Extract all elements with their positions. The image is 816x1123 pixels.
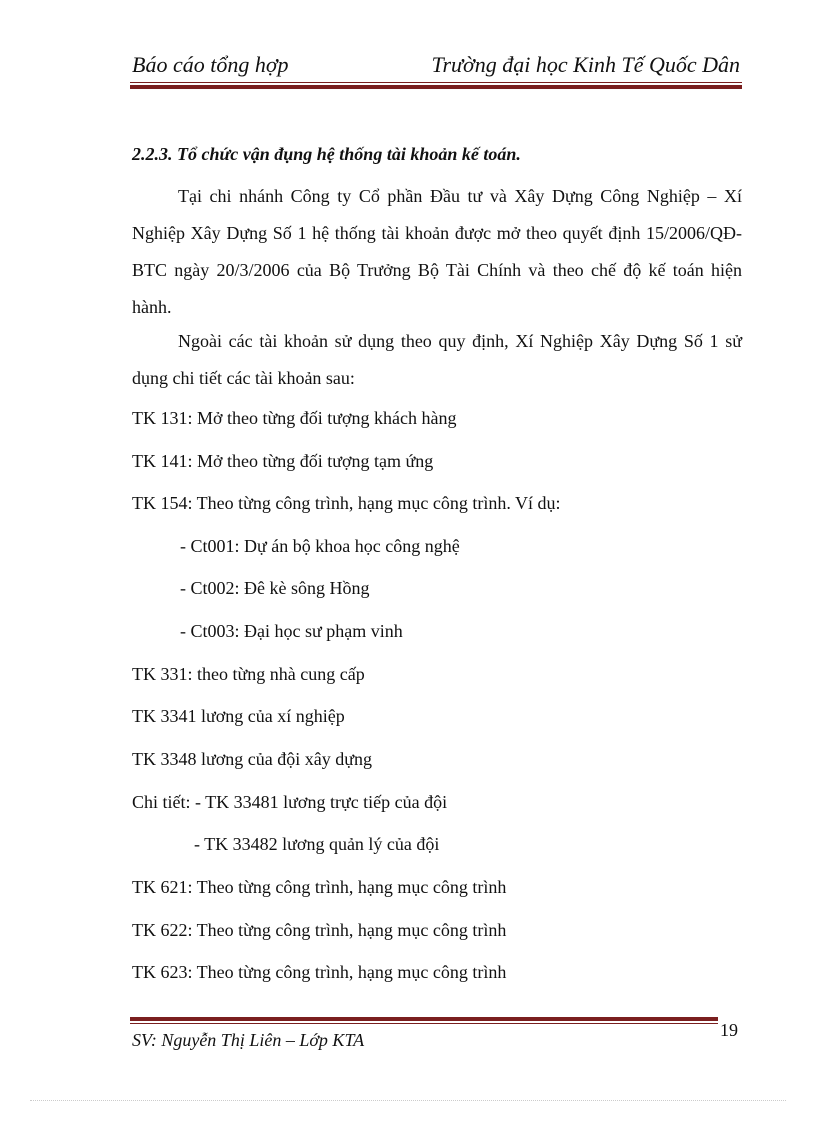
footer-student: SV: Nguyễn Thị Liên – Lớp KTA xyxy=(132,1030,365,1050)
account-line: TK 623: Theo từng công trình, hạng mục công trình xyxy=(132,962,507,982)
header-right-title: Trường đại học Kinh Tế Quốc Dân xyxy=(431,52,740,77)
section-heading: 2.2.3. Tổ chức vận đụng hệ thống tài khoản kế toán. xyxy=(132,144,521,164)
account-line: TK 622: Theo từng công trình, hạng mục công trình xyxy=(132,920,507,940)
account-subline: - TK 33482 lương quản lý của đội xyxy=(194,834,440,854)
account-line: TK 3341 lương của xí nghiệp xyxy=(132,706,345,726)
account-subline: - Ct002: Đê kè sông Hồng xyxy=(180,578,370,598)
page-number: 19 xyxy=(720,1020,738,1040)
account-line: TK 141: Mở theo từng đối tượng tạm ứng xyxy=(132,451,434,471)
account-line: TK 621: Theo từng công trình, hạng mục công trình xyxy=(132,877,507,897)
page-bottom-divider xyxy=(30,1100,786,1101)
account-line: TK 3348 lương của đội xây dựng xyxy=(132,749,372,769)
footer-rule-thin xyxy=(130,1023,718,1024)
header-rule-thin xyxy=(130,82,742,83)
footer-rule-thick xyxy=(130,1017,718,1021)
account-line: TK 131: Mở theo từng đối tượng khách hàng xyxy=(132,408,457,428)
header-rule-thick xyxy=(130,85,742,89)
paragraph-1: Tại chi nhánh Công ty Cổ phần Đầu tư và Xây Dựng Công Nghiệp – Xí Nghiệp Xây Dựng Số 1 hệ thống tài khoản được mở theo quyết định 15/2006/QĐ-BTC ngày 20/3/2006 của Bộ Trưởng Bộ Tài Chính và theo chế độ kế toán hiện hành. xyxy=(132,186,742,317)
header-left-title: Báo cáo tổng hợp xyxy=(132,52,289,77)
account-line: Chi tiết: - TK 33481 lương trực tiếp của đội xyxy=(132,792,448,812)
account-subline: - Ct003: Đại học sư phạm vinh xyxy=(180,621,403,641)
paragraph-2: Ngoài các tài khoản sử dụng theo quy định, Xí Nghiệp Xây Dựng Số 1 sử dụng chi tiết các tài khoản sau: xyxy=(132,331,742,388)
account-subline: - Ct001: Dự án bộ khoa học công nghệ xyxy=(180,536,460,556)
account-line: TK 154: Theo từng công trình, hạng mục công trình. Ví dụ: xyxy=(132,493,561,513)
account-line: TK 331: theo từng nhà cung cấp xyxy=(132,664,365,684)
